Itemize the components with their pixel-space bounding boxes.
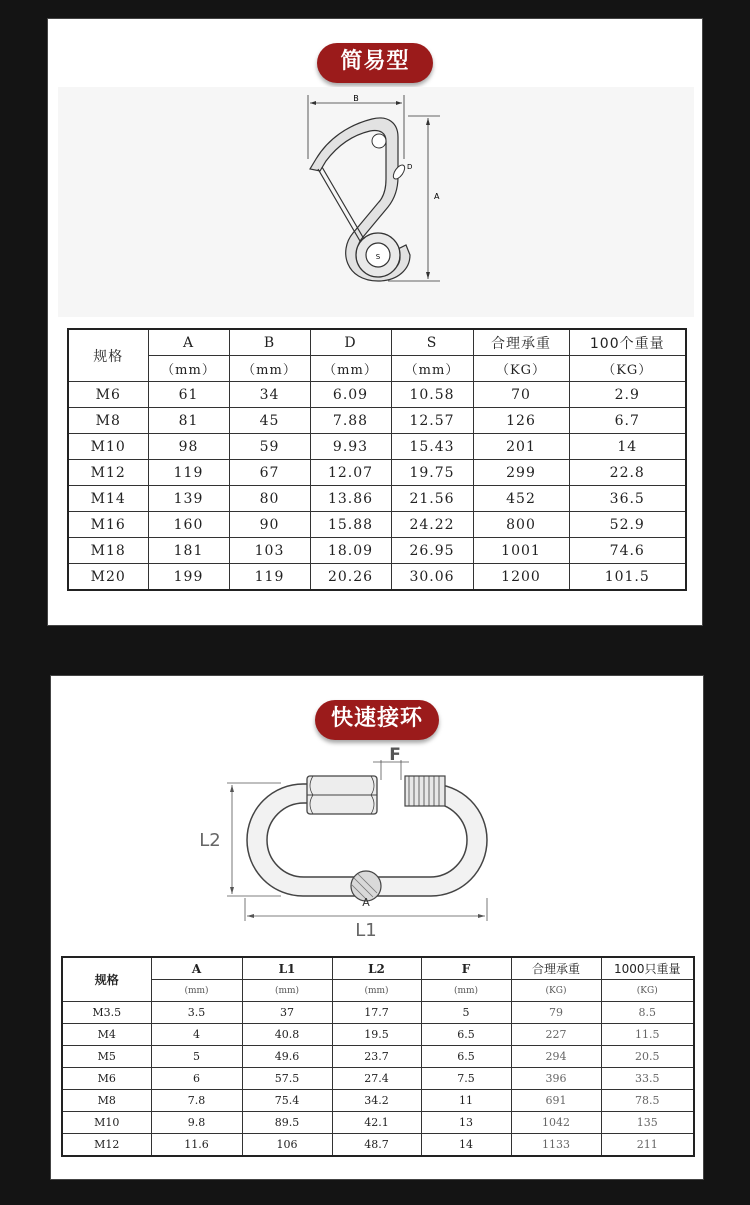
value-cell: 9.93 xyxy=(310,434,391,460)
header-col: A xyxy=(151,957,242,980)
value-cell: 89.5 xyxy=(242,1112,332,1134)
dim-label-a: A xyxy=(362,896,370,909)
header-col: S xyxy=(391,329,473,356)
value-cell: 74.6 xyxy=(569,538,686,564)
value-cell: 19.5 xyxy=(332,1024,421,1046)
value-cell: 57.5 xyxy=(242,1068,332,1090)
value-cell: 9.8 xyxy=(151,1112,242,1134)
value-cell: 59 xyxy=(229,434,310,460)
table-row xyxy=(68,512,686,538)
value-cell: 135 xyxy=(601,1112,694,1134)
value-cell: 80 xyxy=(229,486,310,512)
dim-label-d: D xyxy=(407,163,413,171)
value-cell: 12.07 xyxy=(310,460,391,486)
spec-cell: M3.5 xyxy=(62,1002,151,1024)
unit-cell: （KG） xyxy=(569,356,686,382)
value-cell: 6.5 xyxy=(421,1046,511,1068)
unit-cell: (mm) xyxy=(332,980,421,1002)
value-cell: 1200 xyxy=(473,564,569,591)
quick-link-spec-table xyxy=(61,956,695,1157)
value-cell: 396 xyxy=(511,1068,601,1090)
table-row xyxy=(68,460,686,486)
table-units-row xyxy=(68,356,686,382)
spec-cell: M14 xyxy=(68,486,148,512)
table-row xyxy=(62,1024,694,1046)
value-cell: 81 xyxy=(148,408,229,434)
spec-cell: M5 xyxy=(62,1046,151,1068)
value-cell: 49.6 xyxy=(242,1046,332,1068)
value-cell: 52.9 xyxy=(569,512,686,538)
table-header-row xyxy=(68,329,686,356)
value-cell: 103 xyxy=(229,538,310,564)
value-cell: 67 xyxy=(229,460,310,486)
value-cell: 160 xyxy=(148,512,229,538)
spec-cell: M6 xyxy=(62,1068,151,1090)
dim-label-a: A xyxy=(434,192,440,201)
value-cell: 36.5 xyxy=(569,486,686,512)
value-cell: 8.5 xyxy=(601,1002,694,1024)
unit-cell: (mm) xyxy=(151,980,242,1002)
value-cell: 211 xyxy=(601,1134,694,1157)
value-cell: 20.26 xyxy=(310,564,391,591)
table-row xyxy=(62,1112,694,1134)
value-cell: 17.7 xyxy=(332,1002,421,1024)
value-cell: 78.5 xyxy=(601,1090,694,1112)
spec-cell: M8 xyxy=(68,408,148,434)
value-cell: 90 xyxy=(229,512,310,538)
dim-label-b: B xyxy=(353,94,359,103)
unit-cell: (KG) xyxy=(511,980,601,1002)
header-col: L2 xyxy=(332,957,421,980)
dim-label-l2: L2 xyxy=(199,830,221,851)
simple-type-spec-table xyxy=(67,328,687,591)
section-title-simple-type: 简易型 xyxy=(317,43,433,83)
value-cell: 1133 xyxy=(511,1134,601,1157)
dim-label-l1: L1 xyxy=(355,920,377,941)
spec-cell: M8 xyxy=(62,1090,151,1112)
value-cell: 4 xyxy=(151,1024,242,1046)
value-cell: 34.2 xyxy=(332,1090,421,1112)
quick-link-diagram xyxy=(51,676,705,946)
unit-cell: （mm） xyxy=(310,356,391,382)
value-cell: 3.5 xyxy=(151,1002,242,1024)
table-row xyxy=(68,486,686,512)
value-cell: 106 xyxy=(242,1134,332,1157)
value-cell: 800 xyxy=(473,512,569,538)
header-col: L1 xyxy=(242,957,332,980)
unit-cell: (KG) xyxy=(601,980,694,1002)
unit-cell: （mm） xyxy=(391,356,473,382)
value-cell: 691 xyxy=(511,1090,601,1112)
header-col: 合理承重 xyxy=(473,329,569,356)
table-row xyxy=(68,382,686,408)
spec-cell: M16 xyxy=(68,512,148,538)
value-cell: 1042 xyxy=(511,1112,601,1134)
value-cell: 7.88 xyxy=(310,408,391,434)
value-cell: 24.22 xyxy=(391,512,473,538)
table-row xyxy=(62,1090,694,1112)
table-row xyxy=(68,564,686,591)
spec-cell: M18 xyxy=(68,538,148,564)
header-col: D xyxy=(310,329,391,356)
header-col: A xyxy=(148,329,229,356)
value-cell: 14 xyxy=(421,1134,511,1157)
value-cell: 12.57 xyxy=(391,408,473,434)
table-row xyxy=(62,1046,694,1068)
value-cell: 75.4 xyxy=(242,1090,332,1112)
value-cell: 299 xyxy=(473,460,569,486)
unit-cell: （KG） xyxy=(473,356,569,382)
spec-cell: M10 xyxy=(68,434,148,460)
header-col: B xyxy=(229,329,310,356)
value-cell: 22.8 xyxy=(569,460,686,486)
table-row xyxy=(62,1068,694,1090)
value-cell: 294 xyxy=(511,1046,601,1068)
value-cell: 45 xyxy=(229,408,310,434)
unit-cell: （mm） xyxy=(148,356,229,382)
value-cell: 37 xyxy=(242,1002,332,1024)
value-cell: 126 xyxy=(473,408,569,434)
value-cell: 11 xyxy=(421,1090,511,1112)
value-cell: 7.8 xyxy=(151,1090,242,1112)
value-cell: 10.58 xyxy=(391,382,473,408)
value-cell: 98 xyxy=(148,434,229,460)
table-row xyxy=(68,434,686,460)
value-cell: 6.7 xyxy=(569,408,686,434)
value-cell: 5 xyxy=(421,1002,511,1024)
value-cell: 79 xyxy=(511,1002,601,1024)
value-cell: 1001 xyxy=(473,538,569,564)
value-cell: 15.43 xyxy=(391,434,473,460)
value-cell: 5 xyxy=(151,1046,242,1068)
value-cell: 61 xyxy=(148,382,229,408)
value-cell: 2.9 xyxy=(569,382,686,408)
spec-cell: M10 xyxy=(62,1112,151,1134)
value-cell: 20.5 xyxy=(601,1046,694,1068)
value-cell: 19.75 xyxy=(391,460,473,486)
value-cell: 48.7 xyxy=(332,1134,421,1157)
header-col: F xyxy=(421,957,511,980)
value-cell: 27.4 xyxy=(332,1068,421,1090)
value-cell: 18.09 xyxy=(310,538,391,564)
snap-hook-diagram xyxy=(48,19,704,319)
value-cell: 21.56 xyxy=(391,486,473,512)
value-cell: 33.5 xyxy=(601,1068,694,1090)
value-cell: 30.06 xyxy=(391,564,473,591)
table-header-row xyxy=(62,957,694,980)
value-cell: 13 xyxy=(421,1112,511,1134)
value-cell: 6.09 xyxy=(310,382,391,408)
value-cell: 452 xyxy=(473,486,569,512)
value-cell: 119 xyxy=(148,460,229,486)
spec-cell: M4 xyxy=(62,1024,151,1046)
value-cell: 6 xyxy=(151,1068,242,1090)
spec-cell: M20 xyxy=(68,564,148,591)
table-row xyxy=(62,1134,694,1157)
value-cell: 40.8 xyxy=(242,1024,332,1046)
value-cell: 14 xyxy=(569,434,686,460)
value-cell: 34 xyxy=(229,382,310,408)
value-cell: 6.5 xyxy=(421,1024,511,1046)
table-row xyxy=(68,408,686,434)
value-cell: 11.6 xyxy=(151,1134,242,1157)
spec-cell: M6 xyxy=(68,382,148,408)
simple-type-panel xyxy=(47,18,703,626)
header-spec: 规格 xyxy=(62,957,151,1002)
value-cell: 119 xyxy=(229,564,310,591)
table-row xyxy=(68,538,686,564)
value-cell: 139 xyxy=(148,486,229,512)
value-cell: 227 xyxy=(511,1024,601,1046)
table-row xyxy=(62,1002,694,1024)
header-col: 100个重量 xyxy=(569,329,686,356)
value-cell: 42.1 xyxy=(332,1112,421,1134)
value-cell: 26.95 xyxy=(391,538,473,564)
header-col: 合理承重 xyxy=(511,957,601,980)
value-cell: 70 xyxy=(473,382,569,408)
value-cell: 7.5 xyxy=(421,1068,511,1090)
value-cell: 13.86 xyxy=(310,486,391,512)
table-units-row xyxy=(62,980,694,1002)
value-cell: 101.5 xyxy=(569,564,686,591)
value-cell: 23.7 xyxy=(332,1046,421,1068)
value-cell: 181 xyxy=(148,538,229,564)
dim-label-f: F xyxy=(389,745,401,765)
section-title-quick-link: 快速接环 xyxy=(315,700,439,740)
value-cell: 199 xyxy=(148,564,229,591)
spec-cell: M12 xyxy=(62,1134,151,1157)
value-cell: 15.88 xyxy=(310,512,391,538)
value-cell: 11.5 xyxy=(601,1024,694,1046)
unit-cell: (mm) xyxy=(421,980,511,1002)
quick-link-panel xyxy=(50,675,704,1180)
value-cell: 201 xyxy=(473,434,569,460)
header-spec: 规格 xyxy=(68,329,148,382)
dim-label-s: S xyxy=(375,253,381,261)
unit-cell: (mm) xyxy=(242,980,332,1002)
unit-cell: （mm） xyxy=(229,356,310,382)
header-col: 1000只重量 xyxy=(601,957,694,980)
spec-cell: M12 xyxy=(68,460,148,486)
